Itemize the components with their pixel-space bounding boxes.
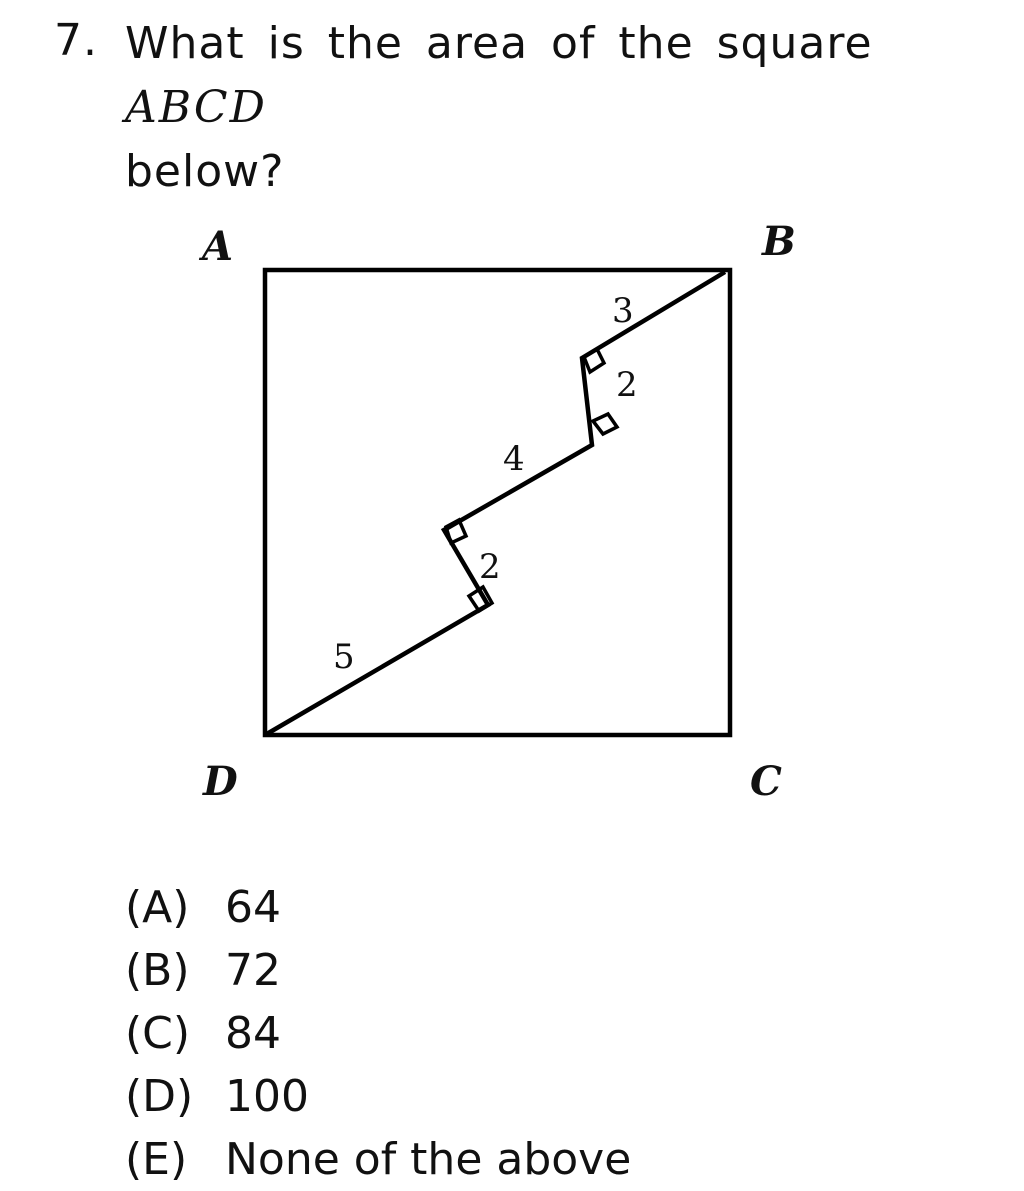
choice-a	[125, 876, 631, 939]
right-angle-marker-2	[446, 520, 466, 543]
right-angle-marker-3	[593, 414, 617, 434]
question-text-suffix: below?	[125, 146, 285, 197]
choice-a-letter: (A)	[125, 882, 190, 933]
square-name: ABCD	[125, 82, 267, 133]
choice-e-letter: (E)	[125, 1134, 188, 1185]
vertex-label-c: C	[750, 758, 782, 805]
choice-a-text: 64	[225, 882, 281, 933]
choice-e-text: None of the above	[225, 1134, 632, 1185]
choice-c	[125, 1002, 631, 1065]
question-text-prefix: What is the area of the square	[125, 18, 873, 69]
vertex-label-a: A	[202, 223, 234, 270]
vertex-label-d: D	[203, 758, 238, 805]
question-text	[125, 12, 1005, 204]
segment-label-2-lower: 2	[479, 547, 501, 587]
segment-label-3: 3	[612, 291, 634, 331]
choice-b-letter: (B)	[125, 945, 190, 996]
segment-label-5: 5	[333, 637, 355, 677]
choice-d-text: 100	[225, 1071, 309, 1122]
choice-d	[125, 1065, 631, 1128]
choice-c-letter: (C)	[125, 1008, 191, 1059]
answer-choices	[125, 876, 631, 1191]
segment-label-4: 4	[503, 439, 525, 479]
choice-d-letter: (D)	[125, 1071, 194, 1122]
vertex-label-b: B	[762, 218, 796, 265]
choice-b	[125, 939, 631, 1002]
square-figure	[0, 200, 1024, 840]
question-number: 7.	[54, 15, 98, 66]
choice-c-text: 84	[225, 1008, 281, 1059]
segment-label-2-upper: 2	[616, 365, 638, 405]
choice-b-text: 72	[225, 945, 281, 996]
